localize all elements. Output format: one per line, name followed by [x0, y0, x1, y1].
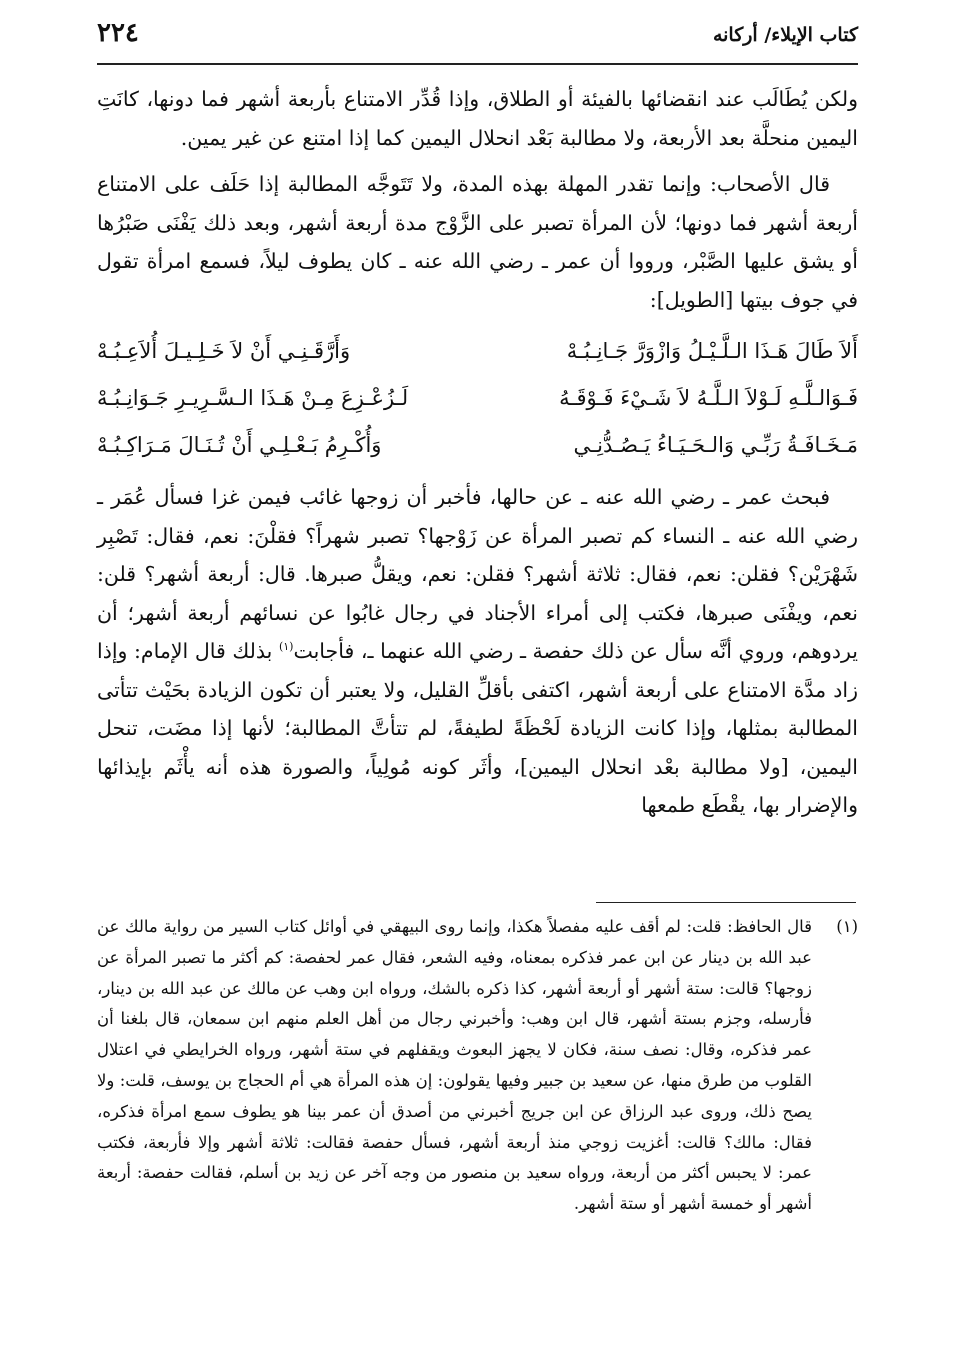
footnote-divider	[596, 902, 856, 903]
paragraph-3	[97, 478, 858, 825]
footnote-reference[interactable]: (١)	[278, 640, 294, 654]
footnote-number: (١)	[836, 917, 858, 936]
verse-1-first-hemistich: أَلاَ طَالَ هَـذَا الـلَّـيْـلُ وَازْوَرَّ جَـانِـبُـهْ	[566, 338, 858, 363]
verse-3-second-hemistich: وَأُكْـرِمُ بَـعْـلِـي أَنْ تُـنَـالَ مَـرَاكِـبُـهْ	[97, 432, 382, 457]
verse-line-1	[97, 327, 858, 374]
verse-line-3	[97, 421, 858, 468]
footnote-item	[97, 912, 858, 1220]
page-number: ٢٢٤	[97, 18, 139, 48]
poem-verses	[97, 327, 858, 468]
paragraph-1: ولكن يُطَالَب عند انقضائها بالفيئة أو الطلاق، وإذا قُدِّر الامتناع بأربعة أشهر فما دونها، كانَتِ اليمين منحلَّة بعد الأربعة، ولا مطالبة بَعْد انحلال اليمين كما إذا امتنع عن غير يمين.	[97, 87, 858, 150]
verse-2-first-hemistich: فَـوَالـلَّـهِ لَـوْلاَ الـلَّـهُ لاَ شَـيْءَ فَـوْقَـهُ	[559, 385, 858, 410]
footnotes	[97, 912, 858, 1220]
paragraph-2: قال الأصحاب: وإنما تقدر المهلة بهذه المدة، ولا تَتَوجَّه المطالبة إذا حَلَف على الامتناع أربعة أشهر فما دونها؛ لأن المرأة تصبر على الزَّوْج مدة أربعة أشهر، وبعد ذلك يَفْنَى صَبْرُها أو يشق عليها الصَّبْر، ورووا أن عمر ـ رضي الله عنه ـ كان يطوف ليلاً، فسمع امرأة تقول في جوف بيتها [الطويل]:	[97, 172, 858, 312]
footnote-text: قال الحافظ: قلت: لم أقف عليه مفصلاً هكذا، وإنما روى البيهقي في أوائل كتاب السير من رواية مالك عن عبد الله بن دينار عن ابن عمر فذكره بمعناه، وفيه الشعر، فقال عمر لحفصة: كم أكثر ما تصبر المرأة عن زوجها؟ قالت: ستة أشهر أو أربعة أشهر، كذا ذكره بالشك، ورواه ابن وهب عن مالك عن عبد الله بن دينار، فأرسله، وجزم بستة أشهر، قال ابن وهب: وأخبرني رجال من أهل العلم منهم ابن سمعان، قال بلغنا أن عمر فذكره، وقال: نصف سنة، فكان لا يجهز البعوث ويقفلهم في ستة أشهر، ورواه الخرايطي في اعتلال القلوب من طرق منها، عن سعيد بن جبير وفيها يقولون: إن هذه المرأة هي أم الحجاج بن يوسف، قلت: ولا يصح ذلك، وروى عبد الرزاق عن ابن جريج أخبرني من أصدق أن عمر بينا هو يطوف سمع امرأة فذكره، فقال: مالك؟ قالت: أغزيت زوجي منذ أربعة أشهر، فسأل حفصة فقالت: ثلاثة أشهر وإلا فأربعة، فكتب عمر: لا يحبس أكثر من أربعة، ورواه سعيد بن منصور من وجه آخر عن زيد بن أسلم، فقالت حفصة: أربعة أشهر أو خمسة أشهر أو ستة أشهر.	[97, 917, 812, 1214]
verse-line-2	[97, 374, 858, 421]
verse-3-first-hemistich: مَـخَـافَـةُ رَبِّـي وَالـحَـيَـاءُ يَـصُـدُّنِـي	[573, 432, 858, 457]
main-text	[97, 80, 858, 825]
running-header	[97, 8, 858, 65]
verse-2-second-hemistich: لَـزُعْـزِعَ مِـنْ هَـذَا الـسَّـرِيـرِ جَـوَانِـبُـهْ	[97, 385, 409, 410]
verse-1-second-hemistich: وَأَرَّقَـنِـي أَنْ لاَ خَـلِـيـلَ أُلاَعِـبُـهْ	[97, 338, 351, 363]
paragraph-3-part-1: فبحث عمر ـ رضي الله عنه ـ عن حالها، فأخبر أن زوجها غائب فيمن غزا فسأل عُمَر ـ رضي الله عنه ـ النساء كم تصبر المرأة عن زَوْجها؟ تصبر شهراً؟ فقلْنَ: نعم، فقال: تَصْبِر شَهْرَيْن؟ فقلن: نعم، فقال: ثلاثة أشهر؟ فقلن: نعم، ويقلُّ صبرها. قال: أربعة أشهر؟ قلن: نعم، ويفْنَى صبرها، فكتب إلى أمراء الأجناد في رجال غابُوا عن نسائهم أربعة أشهر؛ أن يردوهم، وروي أنَّه سأل عن ذلك حفصة ـ رضي الله عنهما ـ، فأجابت	[97, 485, 858, 663]
header-title: كتاب الإيلاء/ أركانه	[712, 24, 858, 46]
paragraph-3-part-2: بذلك قال الإمام: وإذا زاد مدَّة الامتناع على أربعة أشهر، اكتفى بأقلِّ القليل، ولا يعتبر أن تكون الزيادة بحَيْث تتأتى المطالبة بمثلها، وإذا كانت الزيادة لَحْظَةً لطيفةً، لم تتأتَّ المطالبة؛ لأنها إذا مضَت، تنحل اليمين، [ولا مطالبة بعْد انحلال اليمين]، وأثَر كونه مُولِياً، والصورة هذه أنه يأْثَم بإيذائها والإضرار بها، يقْطَع طمعها	[97, 639, 858, 817]
